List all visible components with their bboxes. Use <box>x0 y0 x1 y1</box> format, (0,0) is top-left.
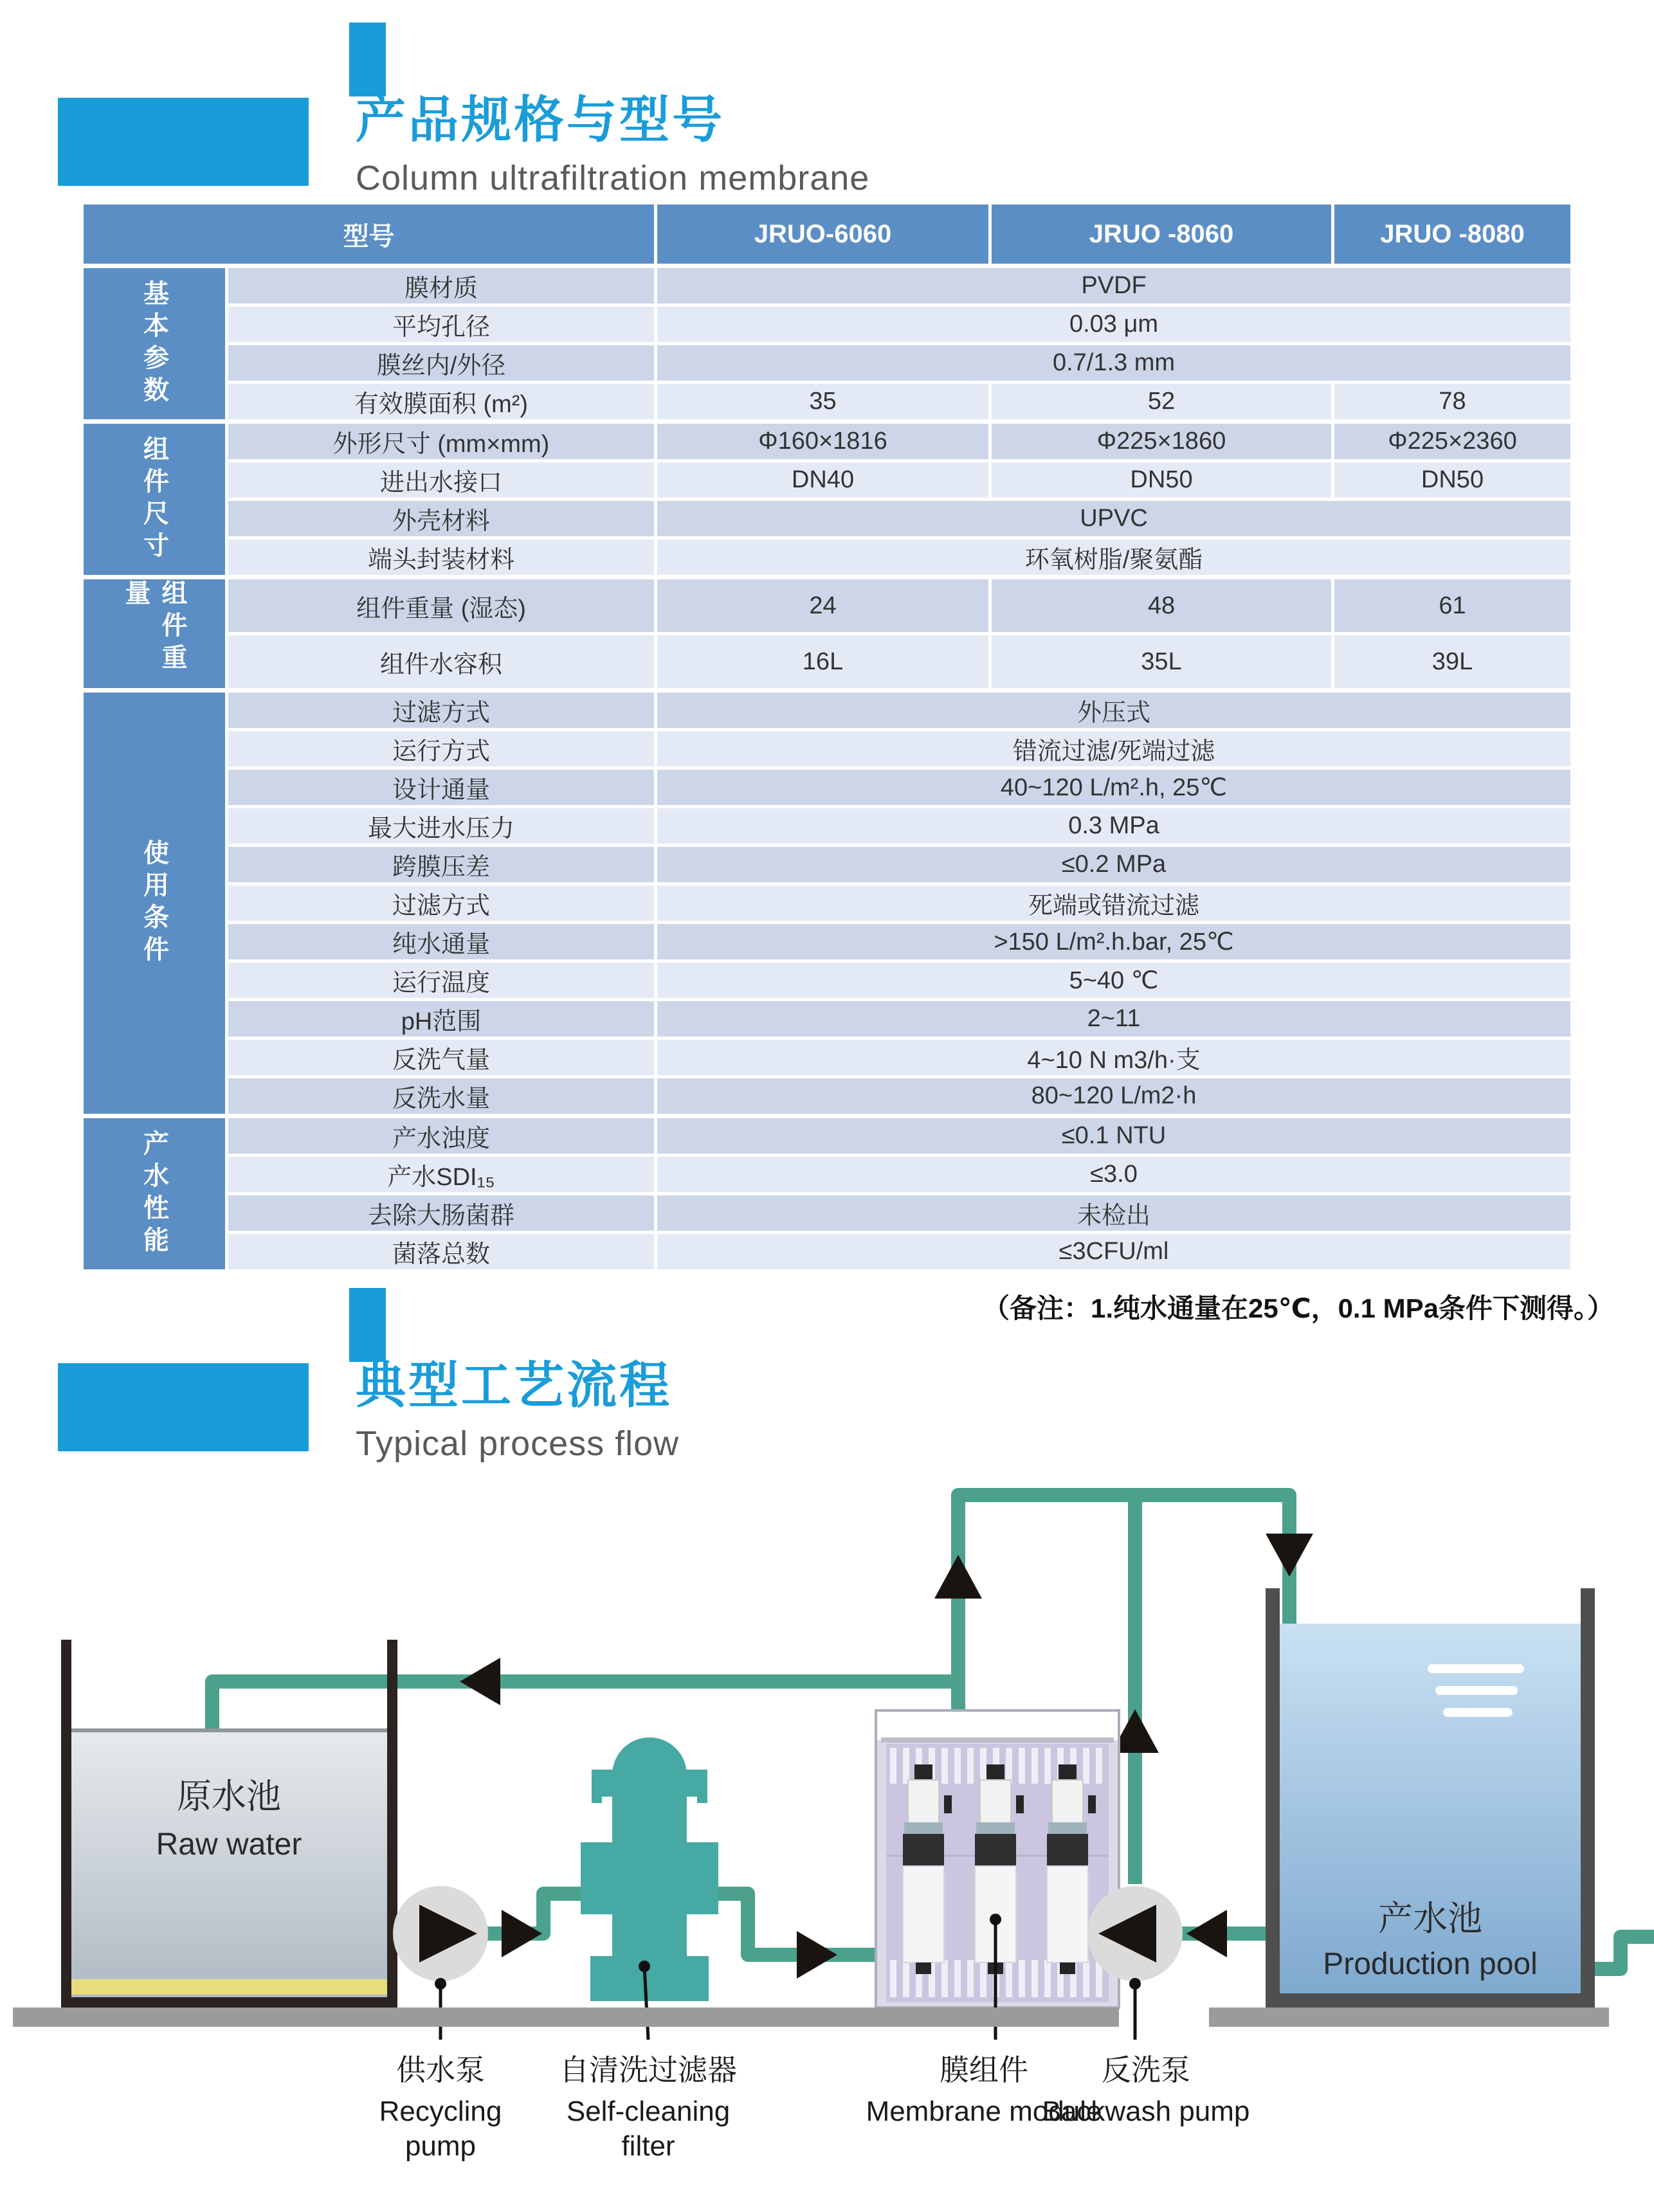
table-cell-value: ≤0.2 MPa <box>657 847 1570 882</box>
table-row-label: 运行温度 <box>228 963 654 998</box>
table-cell-value: 48 <box>992 579 1331 632</box>
table-cell-value: 0.3 MPa <box>657 808 1570 844</box>
table-row-label: 组件重量 (湿态) <box>228 579 654 632</box>
arrow-up-product-icon <box>934 1555 982 1599</box>
section2-title: 典型工艺流程 <box>356 1357 673 1413</box>
table-cell-value: 39L <box>1334 635 1570 688</box>
table-cell-value: 16L <box>657 635 988 688</box>
table-row-label: 进出水接口 <box>228 462 654 498</box>
table-cell-value: ≤3CFU/ml <box>657 1234 1570 1269</box>
table-cell-value: >150 L/m².h.bar, 25℃ <box>657 924 1570 959</box>
product-pipe <box>958 1495 1289 1736</box>
table-cell-value: 40~120 L/m².h, 25℃ <box>657 770 1570 805</box>
arrow-right-filter-icon <box>797 1931 837 1979</box>
table-row-label: 有效膜面积 (m²) <box>228 384 654 419</box>
table-group <box>84 1118 1570 1269</box>
table-cell-value: 5~40 ℃ <box>657 963 1570 998</box>
table-cell-value: DN40 <box>657 462 988 498</box>
production-pool <box>1266 1588 1595 2008</box>
accent-rectangle <box>58 98 309 186</box>
component-label-en: Membrane module <box>866 2096 1102 2127</box>
ground-bar-right <box>1209 2008 1609 2027</box>
table-cell-value: ≤3.0 <box>657 1157 1570 1192</box>
component-label-zh: 反洗泵 <box>1102 2053 1190 2087</box>
table-cell-value: Φ160×1816 <box>657 424 988 459</box>
spec-table-body <box>84 268 1570 1269</box>
model-column-header: 型号 <box>84 204 654 264</box>
table-group <box>84 268 1570 419</box>
table-cell-value: 78 <box>1334 384 1570 419</box>
component-label-en: Self-cleaning <box>566 2096 731 2127</box>
table-cell-value: 死端或错流过滤 <box>657 885 1570 921</box>
table-cell-value: 外压式 <box>657 693 1570 728</box>
table-cell-value: Φ225×2360 <box>1334 424 1570 459</box>
raw-water-tank <box>61 1640 397 2008</box>
table-row-label: 组件水容积 <box>228 635 654 688</box>
table-row-label: 设计通量 <box>228 770 654 805</box>
table-row-label: 菌落总数 <box>228 1234 654 1269</box>
table-cell-value: 24 <box>657 579 988 632</box>
process-flow-diagram <box>0 1473 1654 2209</box>
accent-square-icon <box>349 23 386 96</box>
table-row-label: 膜丝内/外径 <box>228 345 654 381</box>
table-cell-value: 0.03 μm <box>657 307 1570 342</box>
accent-square-icon <box>349 1288 386 1362</box>
table-row-label: 端头封装材料 <box>228 539 654 575</box>
arrow-down-pool-icon <box>1266 1534 1313 1577</box>
table-cell-value: 错流过滤/死端过滤 <box>657 731 1570 766</box>
table-row-label: 跨膜压差 <box>228 847 654 882</box>
section1-title: 产品规格与型号 <box>356 91 725 148</box>
component-label-en: pump <box>404 2130 477 2162</box>
table-group <box>84 579 1570 688</box>
model-header-cell: JRUO -8080 <box>1334 204 1570 264</box>
table-cell-value: DN50 <box>992 462 1331 498</box>
table-row-label: pH范围 <box>228 1001 654 1037</box>
table-cell-value: 4~10 N m3/h·支 <box>657 1040 1570 1075</box>
table-cell-value: 52 <box>992 384 1331 419</box>
table-row-label: 去除大肠菌群 <box>228 1195 654 1231</box>
table-row-label: 最大进水压力 <box>228 808 654 844</box>
table-row-label: 过滤方式 <box>228 885 654 921</box>
self-cleaning-filter-icon <box>581 1737 718 2040</box>
model-header-cell: JRUO -8060 <box>992 204 1331 264</box>
table-cell-value: 2~11 <box>657 1001 1570 1037</box>
table-note: （备注：1.纯水通量在25℃，0.1 MPa条件下测得。） <box>982 1293 1614 1323</box>
filter-outlet-pipe <box>706 1894 882 1955</box>
membrane-module <box>876 1710 1119 2040</box>
table-row-label: 反洗水量 <box>228 1078 654 1114</box>
table-cell-value: 61 <box>1334 579 1570 632</box>
table-row-label: 平均孔径 <box>228 307 654 342</box>
model-header-cell: JRUO-6060 <box>657 204 988 264</box>
table-row-label: 过滤方式 <box>228 693 654 728</box>
component-label-en: Backwash pump <box>1042 2096 1250 2127</box>
table-group-label: 组件尺寸 <box>84 424 225 575</box>
table-row-label: 膜材质 <box>228 268 654 304</box>
raw-tank-label-zh: 原水池 <box>177 1777 281 1816</box>
table-group-label: 使用条件 <box>84 693 225 1114</box>
accent-rectangle <box>58 1363 309 1451</box>
ground-bar-left <box>13 2008 1119 2027</box>
table-cell-value: 35L <box>992 635 1331 688</box>
table-cell-value: 80~120 L/m2·h <box>657 1078 1570 1114</box>
component-label-en: Recycling <box>379 2096 502 2127</box>
component-label-en: filter <box>621 2130 675 2162</box>
table-row-label: 产水浊度 <box>228 1118 654 1154</box>
table-cell-value: 未检出 <box>657 1195 1570 1231</box>
table-cell-value: ≤0.1 NTU <box>657 1118 1570 1154</box>
arrow-left-recycle-icon <box>460 1658 500 1705</box>
table-cell-value: UPVC <box>657 501 1570 536</box>
table-cell-value: DN50 <box>1334 462 1570 498</box>
table-cell-value: 35 <box>657 384 988 419</box>
component-label-zh: 自清洗过滤器 <box>559 2053 737 2087</box>
component-label-zh: 膜组件 <box>940 2053 1028 2087</box>
spec-table <box>84 204 1570 1269</box>
table-row-label: 纯水通量 <box>228 924 654 959</box>
membrane-cylinders <box>903 1764 1096 1974</box>
arrow-right-feed-icon <box>502 1910 542 1957</box>
pool-label-en: Production pool <box>1323 1947 1538 1981</box>
arrow-left-suction-icon <box>1186 1910 1227 1957</box>
pool-label-zh: 产水池 <box>1378 1899 1482 1938</box>
section1-subtitle: Column ultrafiltration membrane <box>356 158 870 197</box>
table-row-label: 产水SDI₁₅ <box>228 1157 654 1192</box>
table-cell-value: Φ225×1860 <box>992 424 1331 459</box>
table-row-label: 反洗气量 <box>228 1040 654 1075</box>
table-group <box>84 424 1570 575</box>
table-group-label: 产水性能 <box>84 1118 225 1269</box>
table-cell-value: 0.7/1.3 mm <box>657 345 1570 381</box>
raw-tank-label-en: Raw water <box>156 1827 302 1862</box>
table-row-label: 外壳材料 <box>228 501 654 536</box>
section2-subtitle: Typical process flow <box>356 1424 680 1463</box>
spec-table-header-row <box>84 204 1570 264</box>
component-label-zh: 供水泵 <box>396 2053 485 2087</box>
table-row-label: 外形尺寸 (mm×mm) <box>228 424 654 459</box>
table-group-label: 组件重量 <box>84 579 225 688</box>
table-cell-value: 环氧树脂/聚氨酯 <box>657 539 1570 575</box>
table-group-label: 基本参数 <box>84 268 225 419</box>
table-group <box>84 693 1570 1114</box>
table-cell-value: PVDF <box>657 268 1570 304</box>
table-row-label: 运行方式 <box>228 731 654 766</box>
